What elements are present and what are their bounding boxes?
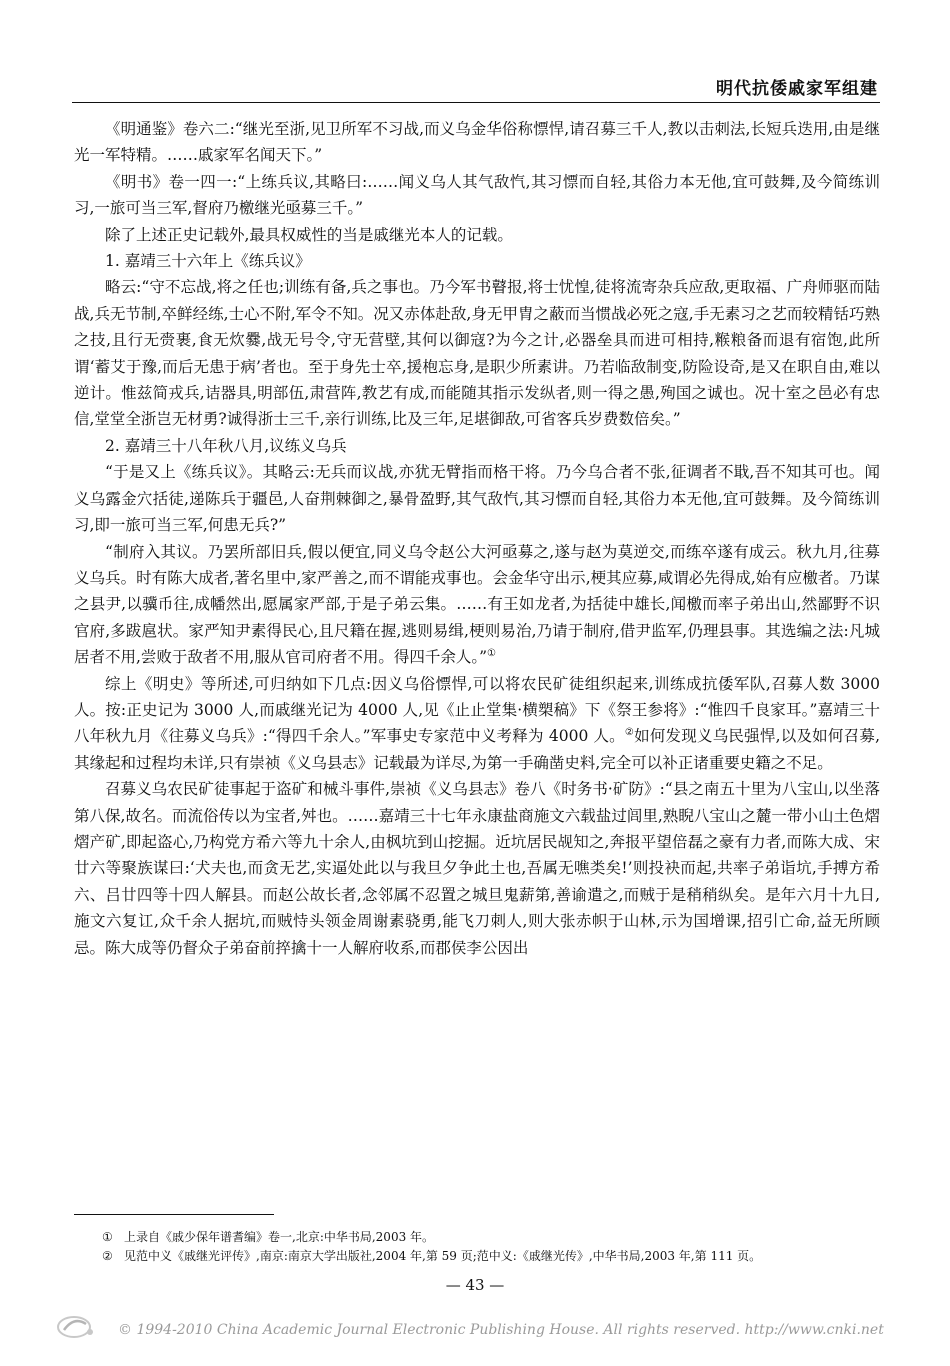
section-heading: 2. 嘉靖三十八年秋八月,议练义乌兵 bbox=[105, 436, 347, 455]
footnote bbox=[102, 1247, 882, 1266]
paragraph bbox=[74, 671, 880, 777]
paragraph bbox=[74, 539, 880, 671]
page-number: — 43 — bbox=[445, 1276, 505, 1294]
paragraph-text: 如何发现义乌民强悍,以及如何召募,其缘起和过程均未详,只有崇祯《义乌县志》记载最为详尽,为第一手确凿史料,完全可以补正诸重要史籍之不足。 bbox=[74, 727, 881, 772]
copyright-notice: © 1994-2010 China Academic Journal Electronic Publishing House. All rights reserved. http://www.cnki.net bbox=[118, 1322, 884, 1338]
footnote-text: 上录自《戚少保年谱耆编》卷一,北京:中华书局,2003 年。 bbox=[124, 1230, 435, 1244]
footnote-mark: ② bbox=[102, 1249, 113, 1263]
paragraph: 略云:“守不忘战,将之任也;训练有备,兵之事也。乃今军书瞽报,将士忧惶,徒将流寄杂兵应敌,更取福、广舟师驱而陆战,兵无节制,卒鲜经练,士心不附,军令不知。况又赤体赴敌,身无甲胄之蔽而当惯战必死之寇,手无素习之艺而较精铦巧熟之技,且行无赍裹,食无炊爨,战无号令,守无营壁,其何以御寇?为今之计,必器垒具而进可相持,糇粮备而退有宿饱,此所谓‘蓄艾于豫,而后无患于病’者也。至于身先士卒,援枹忘身,是职少所素讲。乃若临敌制变,防险设奇,是又在职自由,难以逆计。惟兹简戎兵,诘器具,明部伍,肃营阵,教艺有成,而能随其指示发纵者,则一得之愚,殉国之诚也。况十室之邑必有忠信,堂堂全浙岂无材勇?诚得浙士三千,亲行训练,比及三年,足堪御敌,可省客兵岁费数倍矣。” bbox=[74, 278, 880, 429]
article-body bbox=[74, 116, 880, 961]
header-rule bbox=[72, 102, 880, 103]
paragraph-text: “制府入其议。乃罢所部旧兵,假以便宜,同义乌令赵公大河亟募之,遂与赵为莫逆交,而练卒遂有成云。秋九月,往募义乌兵。时有陈大成者,著名里中,家严善之,而不谓能戎事也。会金华守出示,梗其应募,咸谓必先得成,始有应檄者。乃谋之县尹,以骥币往,成幡然出,愿属家严部,于是子弟云集。……有王如龙者,为括徒中雄长,闻檄而率子弟出山,然鄙野不识官府,多跋扈状。家严知尹素得民心,且尺籍在握,逃则易缉,梗则易治,乃请于制府,借尹监军,仍理县事。其选编之法:凡城居者不用,尝败于敌者不用,服从官司府者不用。得四千余人。” bbox=[74, 542, 880, 667]
footnote-mark: ① bbox=[102, 1230, 113, 1244]
paragraph: 召募义乌农民矿徒事起于盗矿和械斗事件,崇祯《义乌县志》卷八《时务书·矿防》:“县之南五十里为八宝山,以坐落第八保,故名。而流俗传以为宝者,舛也。……嘉靖三十七年永康盐商施文六载盐过闾里,熟睨八宝山之麓一带小山土色熠熠产矿,即起盗心,乃构党方希六等九十余人,由枫坑到山挖掘。近坑居民觇知之,奔报平望倍磊之豪有力者,而陈大成、宋廿六等聚族谋曰:‘犬夫也,而贪无艺,实逼处此以与我旦夕争此土也,吾属无噍类矣!’则投袂而起,共率子弟诣坑,手搏方希六、吕廿四等十四人解县。而赵公故长者,念邻属不忍置之城旦鬼薪第,善谕遣之,而贼于是稍稍纵矣。是年六月十九日,施文六复讧,众千余人据坑,而贼恃头领金周谢素骁勇,能飞刀刺人,则大张赤帜于山林,示为国增课,招引亡命,益无所顾忌。陈大成等仍督众子弟奋前捽擒十一人解府收系,而郡侯李公因出 bbox=[74, 780, 880, 957]
paragraph-text: 综上《明史》等所述,可归纳如下几点:因义乌俗慓悍,可以将农民矿徒组织起来,训练成抗倭军队,召募人数 3000 人。按:正史记为 3000 人,而戚继光记为 4000 人,见《止止堂集·横槊稿》下《祭王参将》:“惟四千良家耳。”嘉靖三十八年秋九月《往募义乌兵》:“得四千余人。”军事史专家范中义考释为 4000 人。 bbox=[74, 674, 880, 746]
cnki-logo-icon bbox=[54, 1312, 104, 1342]
footnote-text: 见范中义《戚继光评传》,南京:南京大学出版社,2004 年,第 59 页;范中义:《戚继光传》,中华书局,2003 年,第 111 页。 bbox=[124, 1249, 762, 1263]
paragraph: “于是又上《练兵议》。其略云:无兵而议战,亦犹无臂指而格干将。乃今乌合者不张,征调者不戢,吾不知其可也。闻义乌露金穴括徒,递陈兵于疆邑,人奋荆棘御之,暴骨盈野,其气敌忾,其习慓而自轻,其俗力本无他,宜可鼓舞。及今简练训习,即一旅可当三军,何患无兵?” bbox=[74, 463, 880, 535]
paragraph: 《明通鉴》卷六二:“继光至浙,见卫所军不习战,而义乌金华俗称慓悍,请召募三千人,教以击刺法,长短兵迭用,由是继光一军特精。……戚家军名闻天下。” bbox=[74, 120, 880, 165]
footnote bbox=[102, 1228, 882, 1247]
footnote-ref[interactable]: ① bbox=[487, 647, 496, 659]
footnotes bbox=[102, 1228, 882, 1266]
page-header-title: 明代抗倭戚家军组建 bbox=[716, 79, 878, 99]
section-heading: 1. 嘉靖三十六年上《练兵议》 bbox=[105, 252, 311, 271]
paragraph: 除了上述正史记载外,最具权威性的当是戚继光本人的记载。 bbox=[105, 225, 513, 244]
footnote-ref[interactable]: ② bbox=[624, 727, 635, 739]
paragraph: 《明书》卷一四一:“上练兵议,其略曰:……闻义乌人其气敌忾,其习慓而自轻,其俗力本无他,宜可鼓舞,及今简练训习,一旅可当三军,督府乃檄继光亟募三千。” bbox=[74, 172, 880, 218]
footnote-rule bbox=[74, 1214, 274, 1215]
